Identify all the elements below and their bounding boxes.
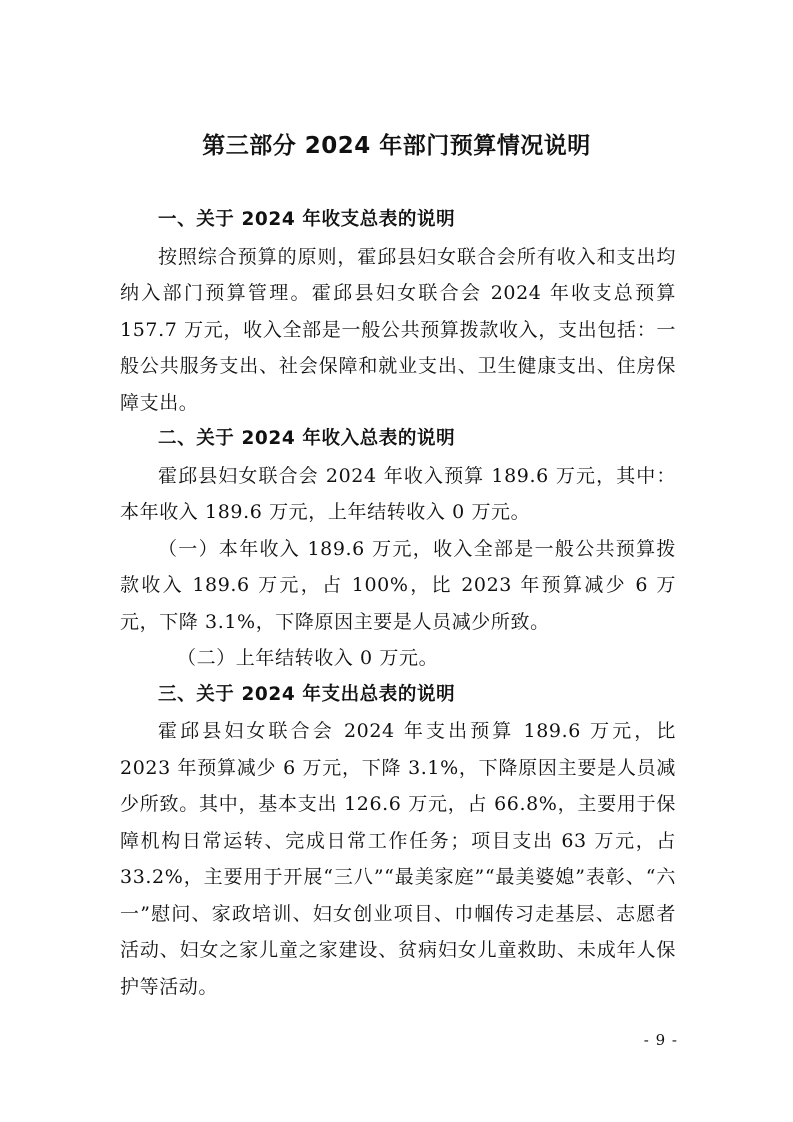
document-body <box>120 202 676 1005</box>
page-title: 第三部分 2024 年部门预算情况说明 <box>202 133 591 159</box>
section-heading-2: 二、关于 2024 年收入总表的说明 <box>158 428 456 449</box>
section-heading-3: 三、关于 2024 年支出总表的说明 <box>158 683 456 705</box>
sub-paragraph-2: （二）上年结转收入 0 万元。 <box>177 647 439 669</box>
sub-paragraph-1: （一）本年收入 189.6 万元，收入全部是一般公共预算拨款收入 189.6 万元，占 100%，比 2023 年预算减少 6 万元，下降 3.1%，下降原因主要是人员减少所致。 <box>120 537 676 633</box>
body-paragraph: 按照综合预算的原则，霍邱县妇女联合会所有收入和支出均纳入部门预算管理。霍邱县妇女联合会 2024 年收支总预算 157.7 万元，收入全部是一般公共预算拨款收入，支出包括：一般公共服务支出、社会保障和就业支出、卫生健康支出、住房保障支出。 <box>120 245 676 414</box>
section-heading-1: 一、关于 2024 年收支总表的说明 <box>158 209 456 230</box>
page-number: - 9 - <box>643 1031 678 1049</box>
body-paragraph: 霍邱县妇女联合会 2024 年支出预算 189.6 万元，比 2023 年预算减少 6 万元，下降 3.1%，下降原因主要是人员减少所致。其中，基本支出 126.6 万元，占 66.8%，主要用于保障机构日常运转、完成日常工作任务；项目支出 63 万元，占 33.2%，主要用于开展“三八”“最美家庭”“最美婆媳”表彰、“六一”慰问、家政培训、妇女创业项目、巾帼传习走基层、志愿者活动、妇女之家儿童之家建设、贫病妇女儿童救助、未成年人保护等活动。 <box>120 720 676 998</box>
body-paragraph: 霍邱县妇女联合会 2024 年收入预算 189.6 万元，其中：本年收入 189.6 万元，上年结转收入 0 万元。 <box>120 464 676 523</box>
